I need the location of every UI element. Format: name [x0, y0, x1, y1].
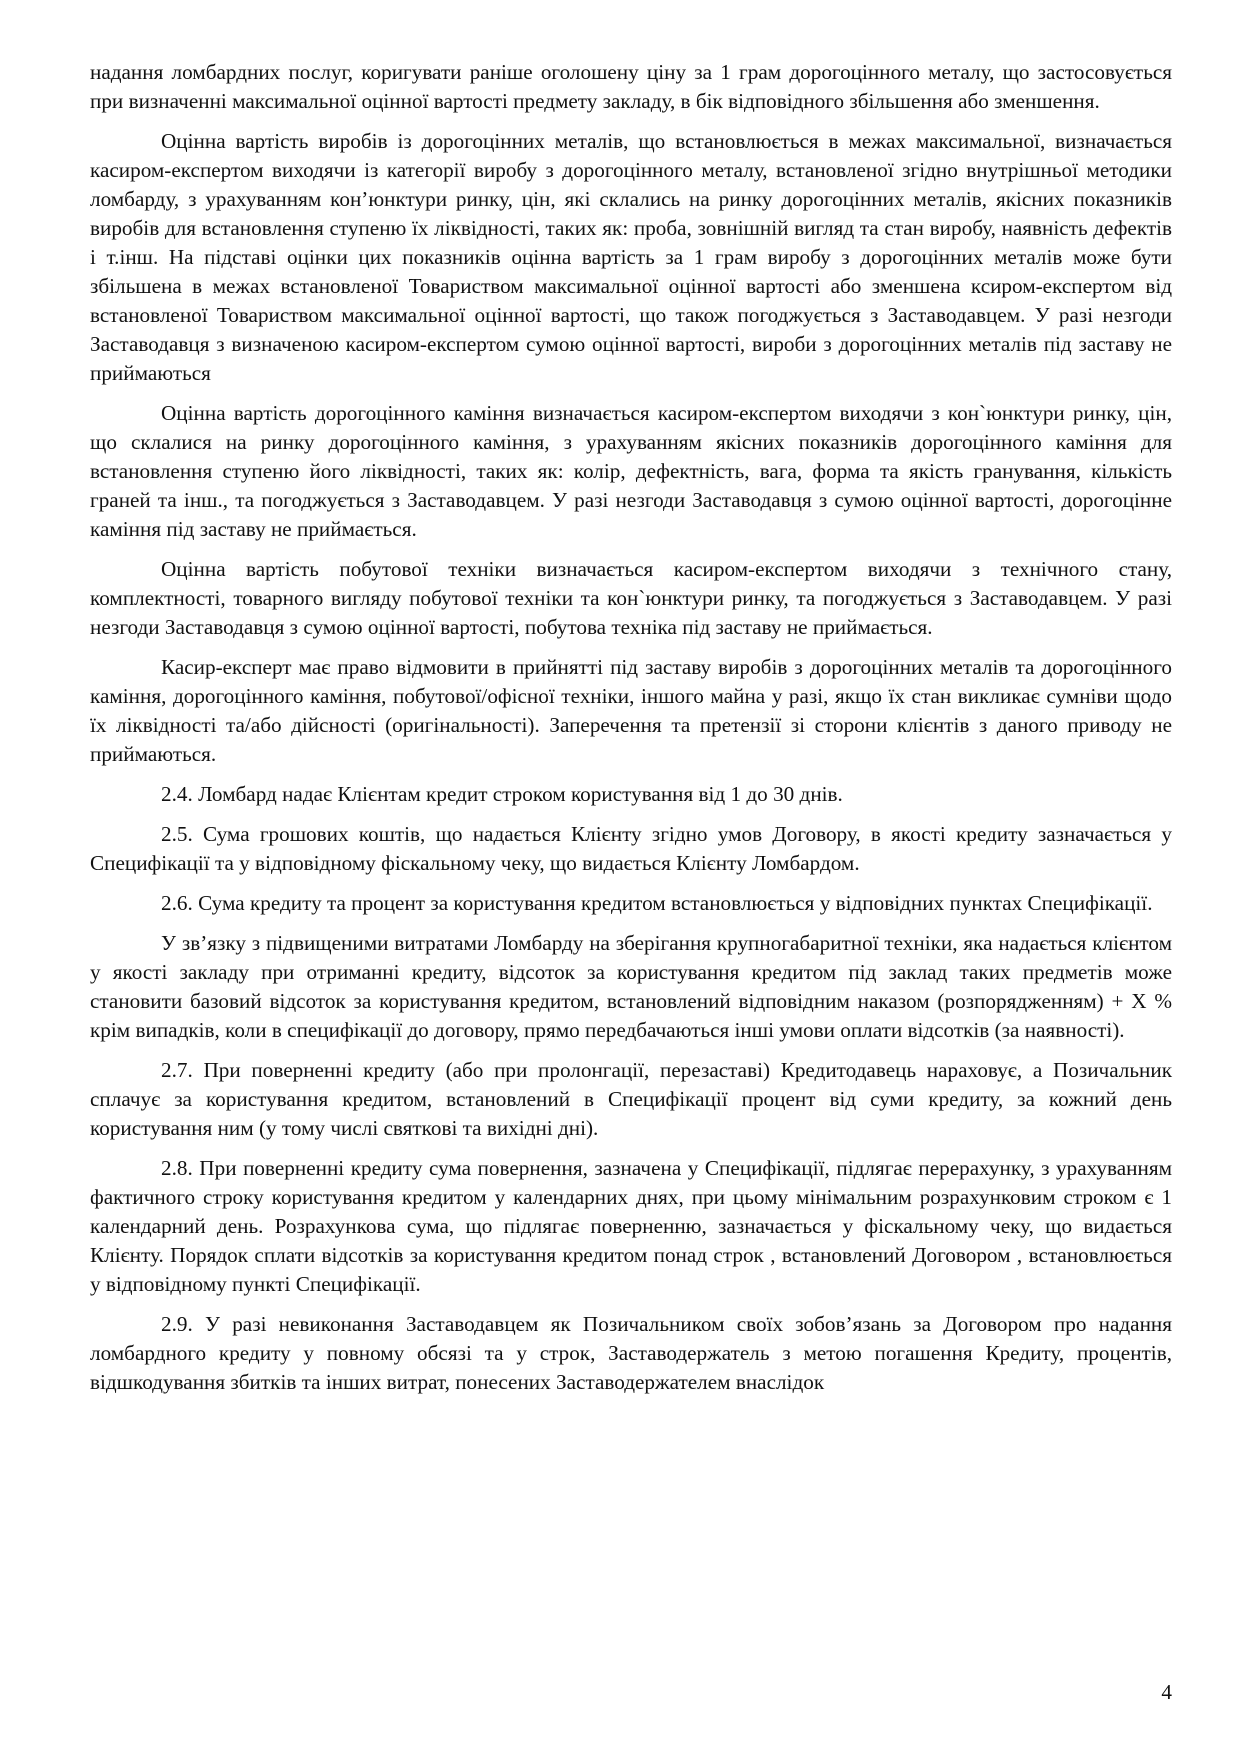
clause-2-8: 2.8. При поверненні кредиту сума повернення, зазначена у Специфікації, підлягає перерахунку, з урахуванням фактичного строку користування кредитом у календарних днях, при цьому мінімальним розрахунковим строком є 1 календарний день. Розрахункова сума, що підлягає поверненню, зазначається у фіскальному чеку, що видається Клієнту. Порядок сплати відсотків за користування кредитом понад строк , встановлений Договором , встановлюється у відповідному пункті Специфікації. — [90, 1156, 1172, 1296]
clause-2-7: 2.7. При поверненні кредиту (або при пролонгації, перезаставі) Кредитодавець нараховує, а Позичальник сплачує за користування кредитом, встановлений в Специфікації процент від суми кредиту, за кожний день користування ним (у тому числі святкові та вихідні дні). — [90, 1058, 1172, 1140]
paragraph-gemstones-valuation: Оцінна вартість дорогоцінного каміння визначається касиром-експертом виходячи з кон`юнктури ринку, цін, що склалися на ринку дорогоцінного каміння, з урахуванням якісних показників дорогоцінного каміння для встановлення ступеню його ліквідності, таких як: колір, дефектність, вага, форма та якість гранування, кількість граней та інш., та погоджується з Заставодавцем. У разі незгоди Заставодавця з сумою оцінної вартості, дорогоцінне каміння під заставу не приймається. — [90, 401, 1172, 541]
document-page — [90, 58, 1172, 1408]
clause-2-5: 2.5. Сума грошових коштів, що надається Клієнту згідно умов Договору, в якості кредиту зазначається у Специфікації та у відповідному фіскальному чеку, що видається Клієнту Ломбардом. — [90, 822, 1172, 875]
paragraph-refusal-right: Касир-експерт має право відмовити в прийнятті під заставу виробів з дорогоцінних металів та дорогоцінного каміння, дорогоцінного каміння, побутової/офісної техніки, іншого майна у разі, якщо їх стан викликає сумніви щодо їх ліквідності та/або дійсності (оригінальності). Заперечення та претензії зі сторони клієнтів з даного приводу не приймаються. — [90, 655, 1172, 766]
paragraph-appliances-valuation: Оцінна вартість побутової техніки визначається касиром-експертом виходячи з технічного стану, комплектності, товарного вигляду побутової техніки та кон`юнктури ринку, та погоджується з Заставодавцем. У разі незгоди Заставодавця з сумою оцінної вартості, побутова техніка під заставу не приймається. — [90, 557, 1172, 639]
paragraph-large-equipment-interest: У зв’язку з підвищеними витратами Ломбарду на зберігання крупногабаритної техніки, яка надається клієнтом у якості закладу при отриманні кредиту, відсоток за користування кредитом під заклад таких предметів може становити базовий відсоток за користування кредитом, встановлений відповідним наказом (розпорядженням) + Х % крім випадків, коли в специфікації до договору, прямо передбачаються інші умови оплати відсотків (за наявності). — [90, 931, 1172, 1042]
page-number: 4 — [1161, 1680, 1172, 1704]
paragraph-continuation: надання ломбардних послуг, коригувати раніше оголошену ціну за 1 грам дорогоцінного металу, що застосовується при визначенні максимальної оцінної вартості предмету закладу, в бік відповідного збільшення або зменшення. — [90, 60, 1172, 113]
clause-2-4: 2.4. Ломбард надає Клієнтам кредит строком користування від 1 до 30 днів. — [161, 782, 843, 806]
paragraph-precious-metals-valuation: Оцінна вартість виробів із дорогоцінних металів, що встановлюється в межах максимальної, визначається касиром-експертом виходячи із категорії виробу з дорогоцінного металу, встановленої згідно внутрішньої методики ломбарду, з урахуванням кон’юнктури ринку, цін, які склались на ринку дорогоцінних металів, якісних показників виробів для встановлення ступеню їх ліквідності, таких як: проба, зовнішній вигляд та стан виробу, наявність дефектів і т.інш. На підставі оцінки цих показників оцінна вартість за 1 грам виробу з дорогоцінних металів може бути збільшена в межах встановленої Товариством максимальної оцінної вартості або зменшена ксиром-експертом від встановленої Товариством максимальної оцінної вартості, що також погоджується з Заставодавцем. У разі незгоди Заставодавця з визначеною касиром-експертом сумою оцінної вартості, вироби з дорогоцінних металів під заставу не приймаються — [90, 129, 1172, 385]
clause-2-9: 2.9. У разі невиконання Заставодавцем як Позичальником своїх зобов’язань за Договором про надання ломбардного кредиту у повному обсязі та у строк, Заставодержатель з метою погашення Кредиту, процентів, відшкодування збитків та інших витрат, понесених Заставодержателем внаслідок — [90, 1312, 1172, 1394]
clause-2-6: 2.6. Сума кредиту та процент за користування кредитом встановлюється у відповідних пунктах Специфікації. — [161, 891, 1153, 915]
